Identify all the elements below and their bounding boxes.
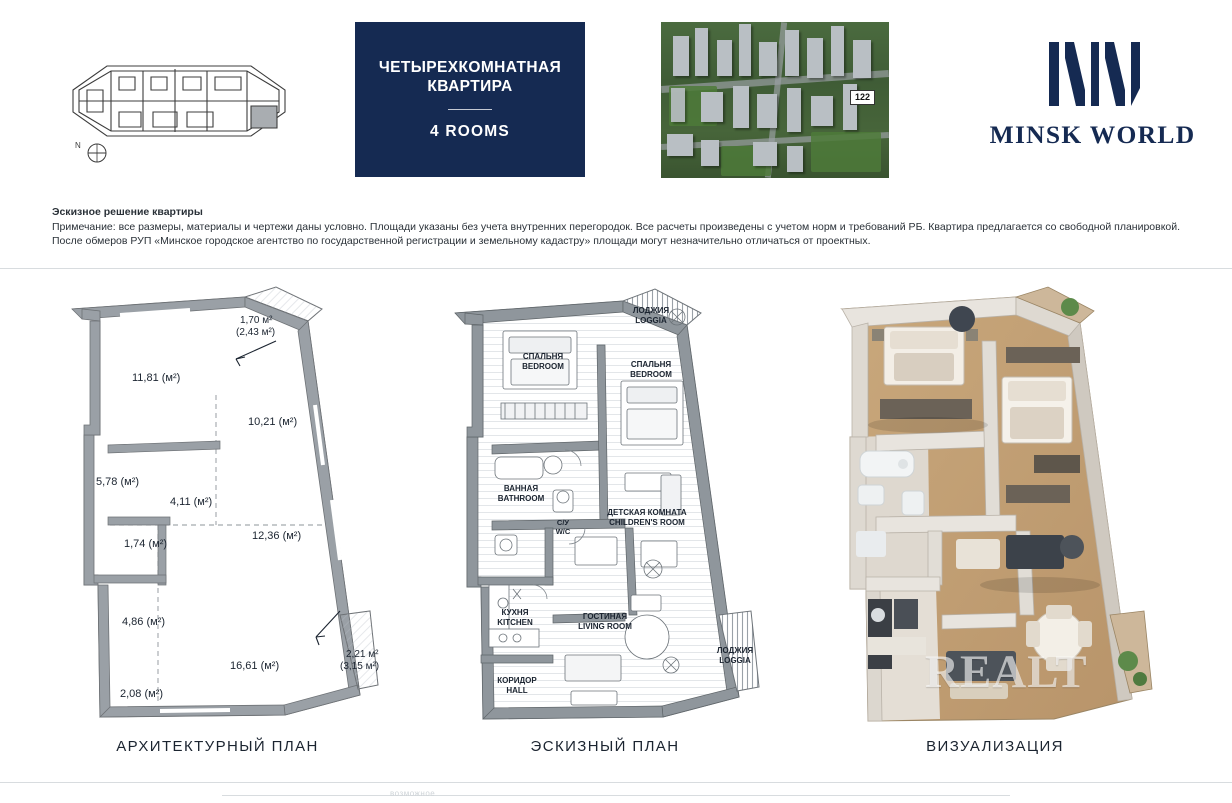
room-label-en: W/C xyxy=(555,527,571,536)
room-label-ru: КОРИДОР xyxy=(497,676,537,685)
room-label-ru: ЛОДЖИЯ xyxy=(716,646,754,655)
room-label-en: CHILDREN'S ROOM xyxy=(609,518,685,527)
room-label-ru: ГОСТИНАЯ xyxy=(582,612,628,621)
room-label-ru: ДЕТСКАЯ КОМНАТА xyxy=(607,508,687,517)
disclaimer-body: Примечание: все размеры, материалы и чертежи даны условно. Площади указаны без учета внутренних перегородок. Все расчеты произведены с учетом норм и требований РБ. Квартира предлагается со свободной планировкой. После обмеров РУП «Минское городское агентство по государственной регистрации и земельному кадастру» площади могут незначительно отличаться от проектных. xyxy=(52,221,1181,247)
caption-architectural-wrap xyxy=(40,738,395,760)
caption-render: ВИЗУАЛИЗАЦИЯ xyxy=(926,738,1064,755)
brand-logo xyxy=(985,28,1200,173)
footer-ghost-text: возможное xyxy=(390,789,436,798)
area-label: 5,78 (м²) xyxy=(96,476,140,488)
architectural-plan xyxy=(40,285,395,720)
loggia-area-bottom-line1: 2,21 м² xyxy=(346,649,379,660)
disclaimer-block xyxy=(52,206,1197,248)
sketch-plan xyxy=(425,285,785,720)
keyplan-north-label: N xyxy=(75,141,81,150)
apartment-title-card xyxy=(355,22,585,177)
caption-sketch-wrap xyxy=(425,738,785,760)
loggia-area-bottom-line2: (3,15 м²) xyxy=(340,661,380,672)
room-label-en: BATHROOM xyxy=(497,494,545,503)
loggia-area-top-line2: (2,43 м²) xyxy=(236,327,276,338)
building-key-plan xyxy=(55,28,295,168)
aerial-building-marker: 122 xyxy=(850,90,875,105)
area-label: 1,74 (м²) xyxy=(124,538,168,550)
area-label: 16,61 (м²) xyxy=(230,660,280,672)
title-ru-line2: КВАРТИРА xyxy=(427,78,513,95)
header xyxy=(0,0,1232,190)
area-label: 2,08 (м²) xyxy=(120,688,164,700)
room-label-ru: ЛОДЖИЯ xyxy=(632,306,670,315)
room-label-ru: С/У xyxy=(556,518,570,527)
room-label-en: BEDROOM xyxy=(630,370,672,379)
room-label-en: KITCHEN xyxy=(497,618,533,627)
room-label-en: HALL xyxy=(506,686,528,695)
room-label-ru: СПАЛЬНЯ xyxy=(522,352,564,361)
loggia-area-top-line1: 1,70 м² xyxy=(240,315,273,326)
divider-top xyxy=(0,268,1232,269)
area-label: 4,86 (м²) xyxy=(122,616,166,628)
room-label-en: LIVING ROOM xyxy=(578,622,632,631)
watermark-realt: REALT xyxy=(925,646,1088,698)
caption-architectural: АРХИТЕКТУРНЫЙ ПЛАН xyxy=(116,738,319,755)
room-label-ru: КУХНЯ xyxy=(501,608,529,617)
room-label-ru: ВАННАЯ xyxy=(503,484,539,493)
caption-sketch: ЭСКИЗНЫЙ ПЛАН xyxy=(530,738,680,755)
area-label: 12,36 (м²) xyxy=(252,530,302,542)
mw-monogram-icon xyxy=(985,28,1200,120)
area-label: 10,21 (м²) xyxy=(248,416,298,428)
3d-visualization xyxy=(810,285,1180,720)
area-label: 4,11 (м²) xyxy=(170,496,213,508)
room-label-en: LOGGIA xyxy=(719,656,751,665)
title-ru-line1: ЧЕТЫРЕХКОМНАТНАЯ xyxy=(378,59,562,76)
divider-bottom xyxy=(0,782,1232,783)
divider-footer xyxy=(222,795,1010,796)
room-label-ru: СПАЛЬНЯ xyxy=(630,360,672,369)
brand-name: MINSK WORLD xyxy=(989,120,1196,149)
title-en: 4 ROOMS xyxy=(430,123,510,140)
title-divider xyxy=(448,109,492,110)
area-label: 11,81 (м²) xyxy=(132,372,181,384)
room-label-en: BEDROOM xyxy=(522,362,564,371)
caption-render-wrap xyxy=(810,738,1180,760)
room-label-en: LOGGIA xyxy=(635,316,667,325)
disclaimer-title: Эскизное решение квартиры xyxy=(52,206,203,218)
aerial-site-photo xyxy=(661,22,889,178)
